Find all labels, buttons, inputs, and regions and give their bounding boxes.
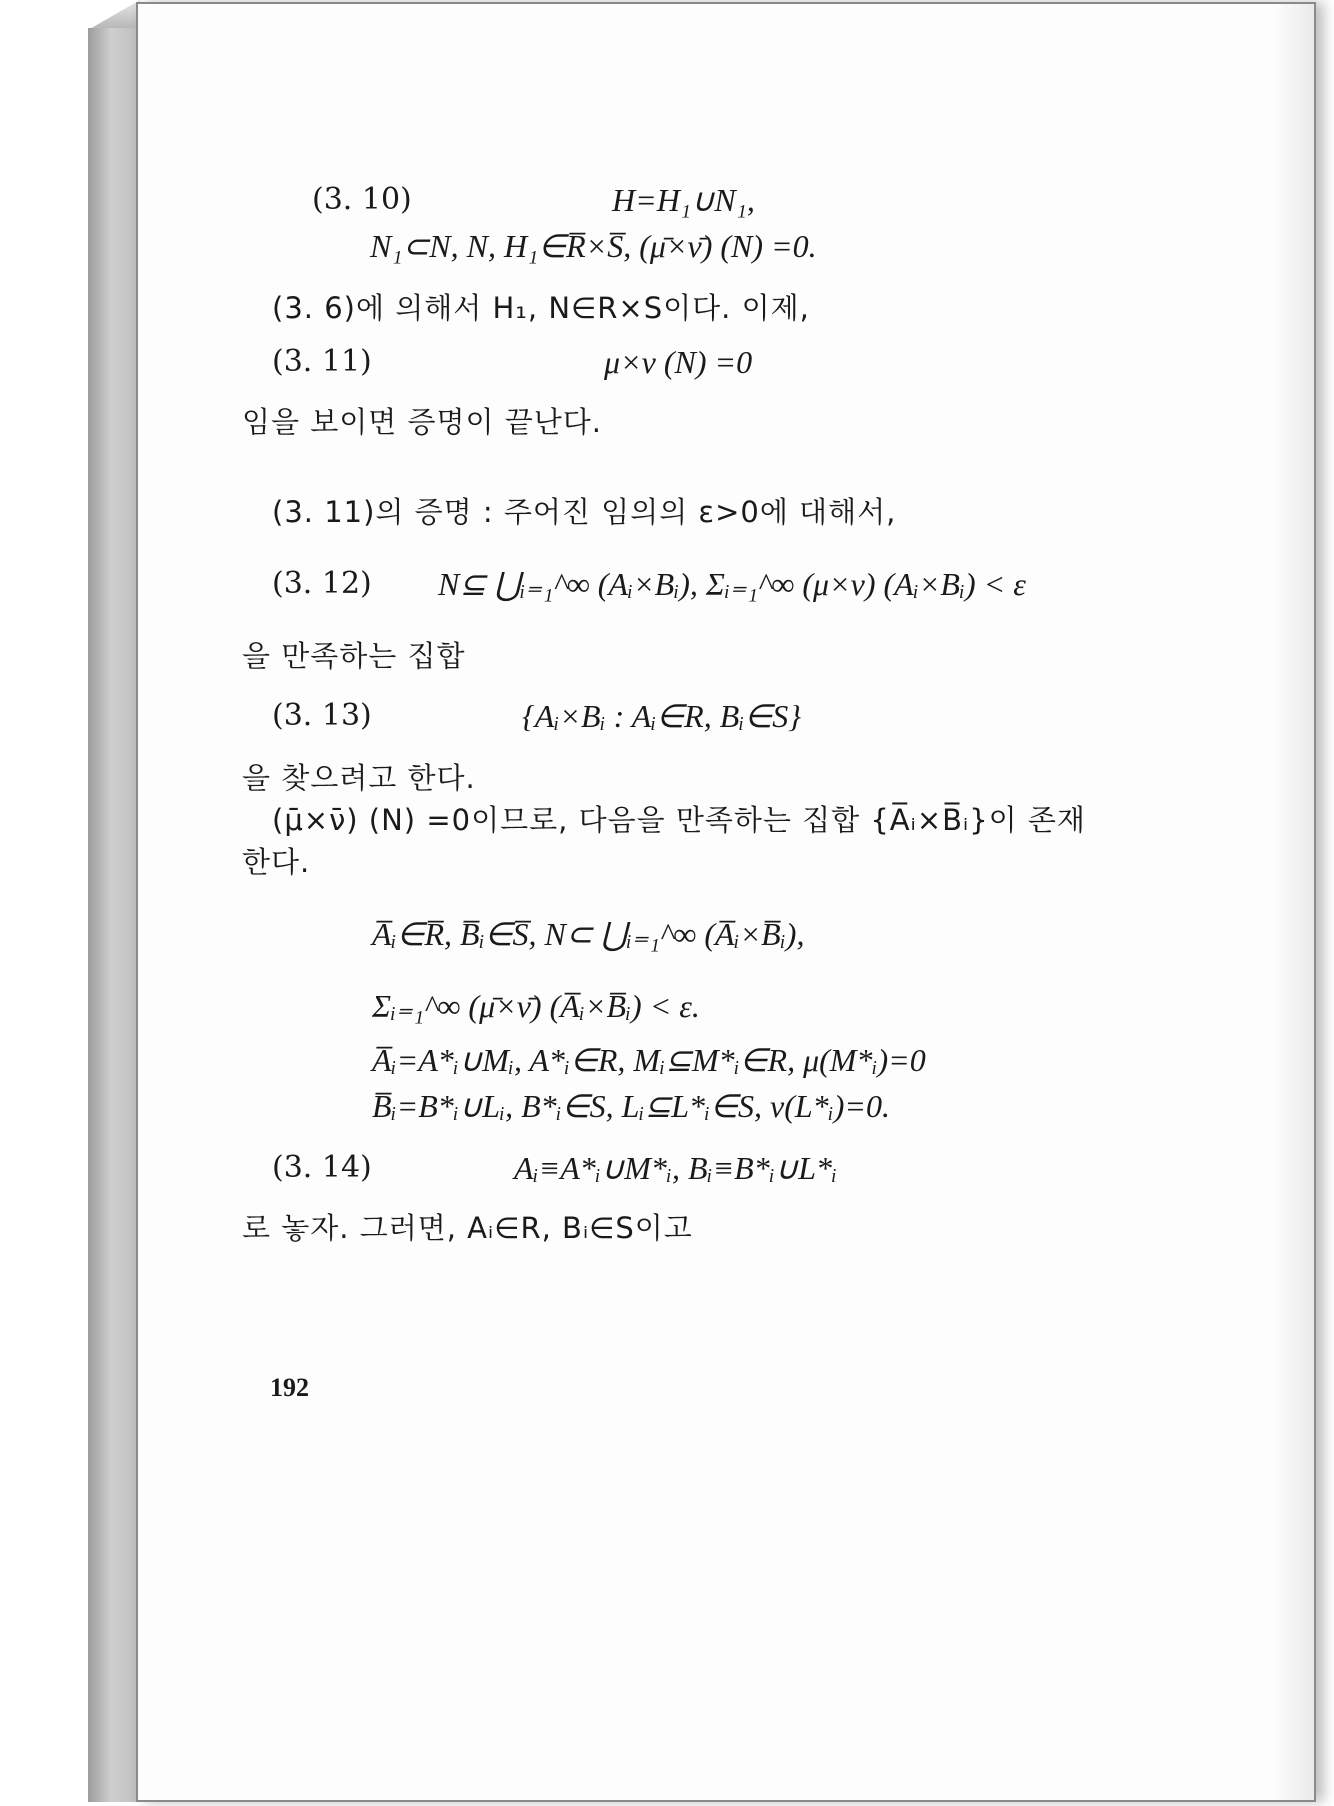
display-math-line-4: B̅ᵢ=B*ᵢ∪Lᵢ, B*ᵢ∈S, Lᵢ⊆L*ᵢ∈S, ν(L*ᵢ)=0.	[372, 1088, 890, 1124]
equation-3-12: N⊆ ⋃ᵢ₌₁^∞ (Aᵢ×Bᵢ), Σᵢ₌₁^∞ (μ×ν) (Aᵢ×Bᵢ) < ε	[438, 566, 1026, 602]
equation-3-13: {Aᵢ×Bᵢ : Aᵢ∈R, Bᵢ∈S}	[522, 698, 801, 734]
eq-label-3-10: (3. 10)	[312, 182, 412, 217]
book-spine	[88, 28, 140, 1802]
text-line: 을 찾으려고 한다.	[242, 761, 476, 795]
text-line: 을 만족하는 집합	[242, 639, 466, 673]
eq-label-3-13: (3. 13)	[272, 698, 372, 733]
page-edge-shadow	[1274, 4, 1314, 1800]
book-spine-top	[88, 0, 140, 30]
equation-3-14: Aᵢ≡A*ᵢ∪M*ᵢ, Bᵢ≡B*ᵢ∪L*ᵢ	[514, 1150, 838, 1186]
eq-label-3-12: (3. 12)	[272, 566, 372, 601]
book-page	[136, 2, 1316, 1802]
text-line: 한다.	[242, 845, 311, 879]
text-line: 로 놓자. 그러면, Aᵢ∈R, Bᵢ∈S이고	[242, 1211, 693, 1245]
equation-3-10-line-1: H=H₁∪N₁,	[612, 182, 755, 218]
page-number: 192	[270, 1373, 309, 1402]
proof-heading: (3. 11)의 증명 : 주어진 임의의 ε>0에 대해서,	[272, 495, 897, 529]
eq-label-3-11: (3. 11)	[272, 344, 372, 379]
display-math-line-1: A̅ᵢ∈R̅, B̅ᵢ∈S̅, N⊂ ⋃ᵢ₌₁^∞ (A̅ᵢ×B̅ᵢ),	[372, 916, 805, 952]
equation-3-10-line-2: N₁⊂N, N, H₁∈R̅×S̅, (μ̄×ν̄) (N) =0.	[370, 228, 817, 264]
text-line: (3. 6)에 의해서 H₁, N∈R×S이다. 이제,	[272, 291, 810, 325]
equation-3-11: μ×ν (N) =0	[604, 344, 753, 380]
eq-label-3-14: (3. 14)	[272, 1150, 372, 1185]
text-line: 임을 보이면 증명이 끝난다.	[242, 405, 603, 439]
text-line: (μ̄×ν̄) (N) =0이므로, 다음을 만족하는 집합 {A̅ᵢ×B̅ᵢ}이 존재	[272, 803, 1086, 837]
display-math-line-3: A̅ᵢ=A*ᵢ∪Mᵢ, A*ᵢ∈R, Mᵢ⊆M*ᵢ∈R, μ(M*ᵢ)=0	[372, 1042, 926, 1078]
display-math-line-2: Σᵢ₌₁^∞ (μ̄×ν̄) (A̅ᵢ×B̅ᵢ) < ε.	[372, 988, 700, 1024]
